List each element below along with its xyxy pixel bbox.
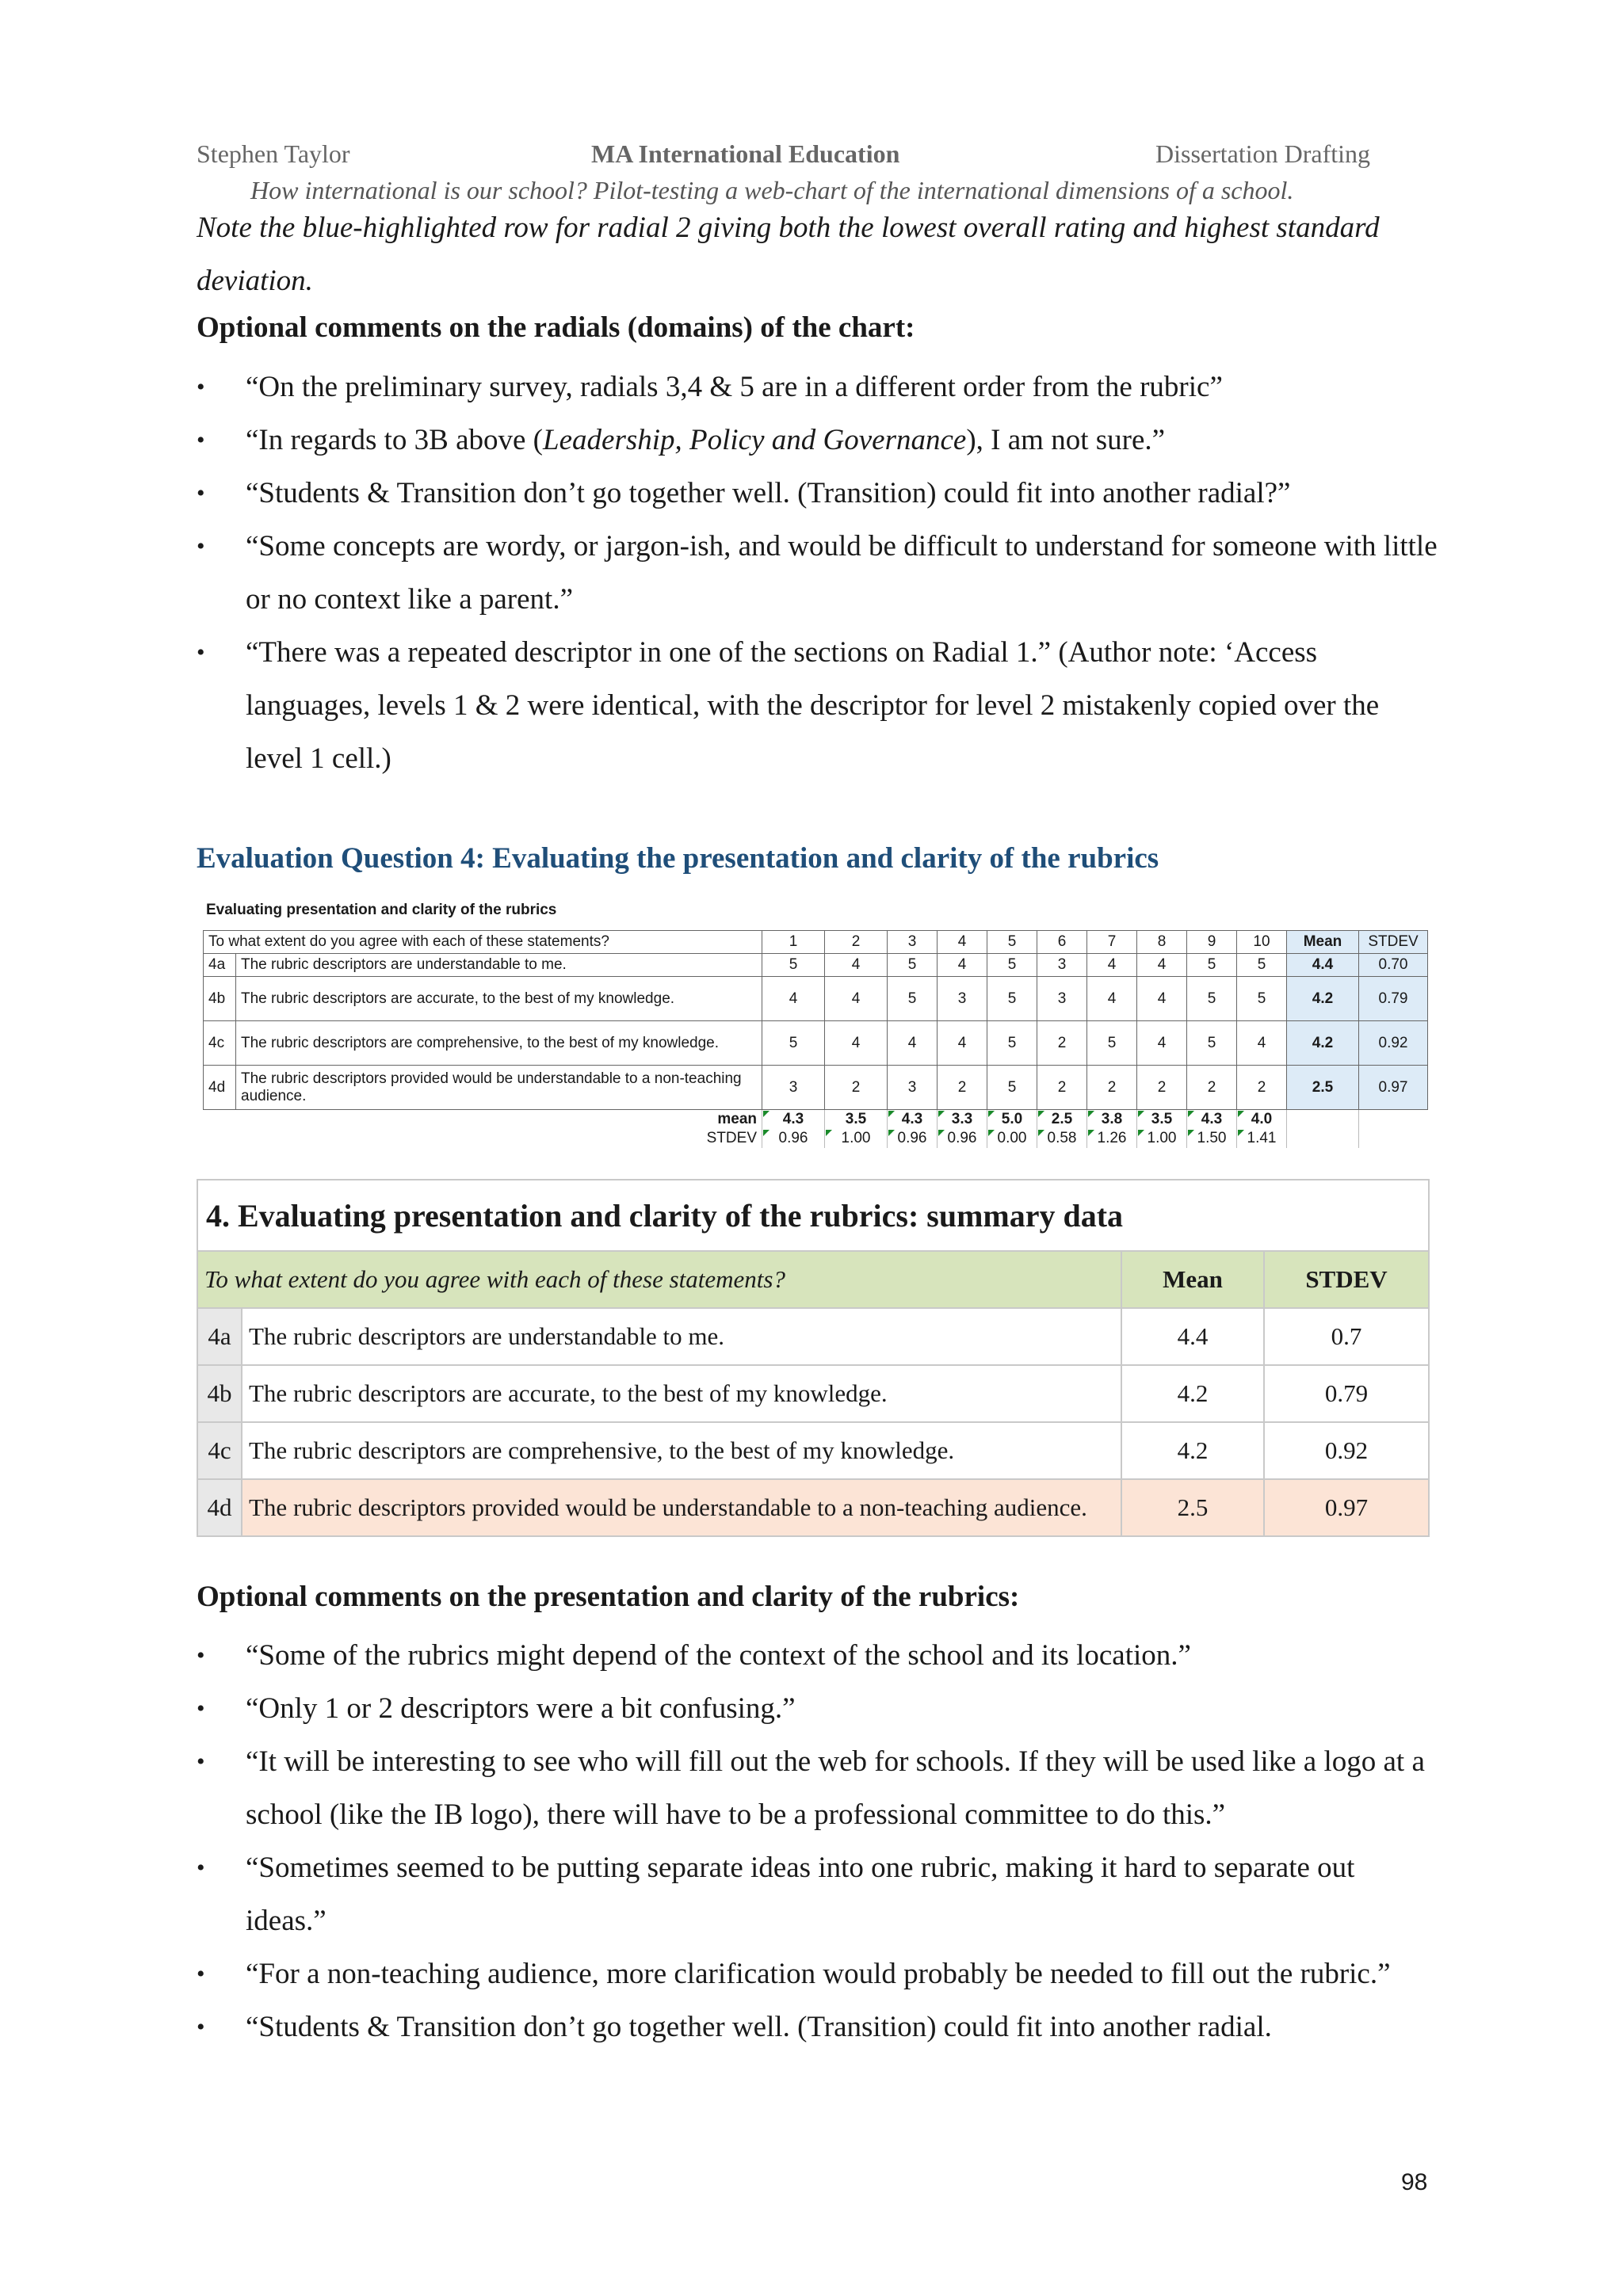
list-item: • “Some of the rubrics might depend of the context of the school and its location.” xyxy=(197,1629,1441,1682)
list-item: • “It will be interesting to see who will fill out the web for schools. If they will be used like a logo at a school (like the IB logo), there will have to be a professional committee to do this.” xyxy=(197,1735,1441,1841)
spreadsheet-image xyxy=(198,892,1428,1161)
radials-comments-list xyxy=(197,360,1441,785)
sheet-row: 4c The rubric descriptors are comprehensive, to the best of my knowledge. 5 4 4 4 5 2 5 4 5 4 4.2 0.92 xyxy=(204,1021,1428,1066)
table-row: 4b The rubric descriptors are accurate, to the best of my knowledge. 4.2 0.79 xyxy=(197,1365,1429,1422)
summary-table xyxy=(197,1179,1430,1537)
clarity-comments-list xyxy=(197,1629,1441,2054)
summary-caption: 4. Evaluating presentation and clarity of the rubrics: summary data xyxy=(197,1180,1429,1251)
list-item: • “Some concepts are wordy, or jargon-ish, and would be difficult to understand for someone with little or no context like a parent.” xyxy=(197,520,1441,626)
sheet-row: 4b The rubric descriptors are accurate, to the best of my knowledge. 4 4 5 3 5 3 4 4 5 5 4.2 0.79 xyxy=(204,977,1428,1021)
clarity-comments-heading: Optional comments on the presentation and clarity of the rubrics: xyxy=(197,1581,1020,1613)
list-item: • “Sometimes seemed to be putting separate ideas into one rubric, making it hard to separate out ideas.” xyxy=(197,1841,1441,1947)
sheet-row: 4a The rubric descriptors are understandable to me. 5 4 5 4 5 3 4 4 5 5 4.4 0.70 xyxy=(204,954,1428,977)
note-paragraph: Note the blue-highlighted row for radial 2 giving both the lowest overall rating and highest standard deviation. xyxy=(197,212,1380,297)
sheet-mean-row: mean 4.3 3.5 4.3 3.3 5.0 2.5 3.8 3.5 4.3 4.0 xyxy=(204,1110,1428,1130)
bullet-icon: • xyxy=(197,1855,205,1881)
page-number: 98 xyxy=(1401,2169,1428,2195)
header-doc-type: Dissertation Drafting xyxy=(1155,139,1371,168)
header-subtitle: How international is our school? Pilot-testing a web-chart of the international dimensions of a school. xyxy=(250,176,1294,204)
bullet-icon: • xyxy=(197,639,205,666)
sheet-stdev-row: STDEV 0.96 1.00 0.96 0.96 0.00 0.58 1.26 1.00 1.50 1.41 xyxy=(204,1129,1428,1148)
header-program: MA International Education xyxy=(591,139,900,168)
sheet-title: Evaluating presentation and clarity of the rubrics xyxy=(206,902,557,918)
bullet-icon: • xyxy=(197,374,205,400)
summary-caption-row xyxy=(197,1180,1429,1251)
bullet-icon: • xyxy=(197,1642,205,1669)
bullet-icon: • xyxy=(197,533,205,559)
list-item: • “In regards to 3B above (Leadership, Policy and Governance), I am not sure.” xyxy=(197,414,1441,467)
sheet-header-row: To what extent do you agree with each of these statements? 1 2 3 4 5 6 7 8 9 10 Mean STDEV xyxy=(204,931,1428,954)
list-item: • “Students & Transition don’t go together well. (Transition) could fit into another radial?” xyxy=(197,467,1441,520)
header-author: Stephen Taylor xyxy=(197,139,350,168)
table-row: 4c The rubric descriptors are comprehensive, to the best of my knowledge. 4.2 0.92 xyxy=(197,1422,1429,1479)
radials-comments-heading: Optional comments on the radials (domains) of the chart: xyxy=(197,311,915,344)
list-item: • “Only 1 or 2 descriptors were a bit confusing.” xyxy=(197,1682,1441,1735)
evaluation-question-4-heading: Evaluation Question 4: Evaluating the presentation and clarity of the rubrics xyxy=(197,842,1159,875)
bullet-icon: • xyxy=(197,2014,205,2040)
list-item: • “For a non-teaching audience, more clarification would probably be needed to fill out the rubric.” xyxy=(197,1947,1441,2000)
bullet-icon: • xyxy=(197,427,205,453)
table-row: 4a The rubric descriptors are understandable to me. 4.4 0.7 xyxy=(197,1308,1429,1365)
sheet-table xyxy=(203,930,1428,1148)
sheet-row: 4d The rubric descriptors provided would be understandable to a non-teaching audience. 3 2 3 2 5 2 2 2 2 2 2.5 0.97 xyxy=(204,1066,1428,1110)
bullet-icon: • xyxy=(197,1695,205,1722)
list-item: • “On the preliminary survey, radials 3,4 & 5 are in a different order from the rubric” xyxy=(197,360,1441,414)
list-item: • “Students & Transition don’t go together well. (Transition) could fit into another radial. xyxy=(197,2000,1441,2054)
list-item: • “There was a repeated descriptor in one of the sections on Radial 1.” (Author note: ‘Access languages, levels 1 & 2 were identical, with the descriptor for level 2 mistakenly copied over the level 1 cell.) xyxy=(197,626,1441,785)
summary-header-row: To what extent do you agree with each of these statements? Mean STDEV xyxy=(197,1251,1429,1308)
bullet-icon: • xyxy=(197,480,205,506)
table-row-highlighted: 4d The rubric descriptors provided would be understandable to a non-teaching audience. 2.5 0.97 xyxy=(197,1479,1429,1536)
bullet-icon: • xyxy=(197,1961,205,1987)
bullet-icon: • xyxy=(197,1749,205,1775)
